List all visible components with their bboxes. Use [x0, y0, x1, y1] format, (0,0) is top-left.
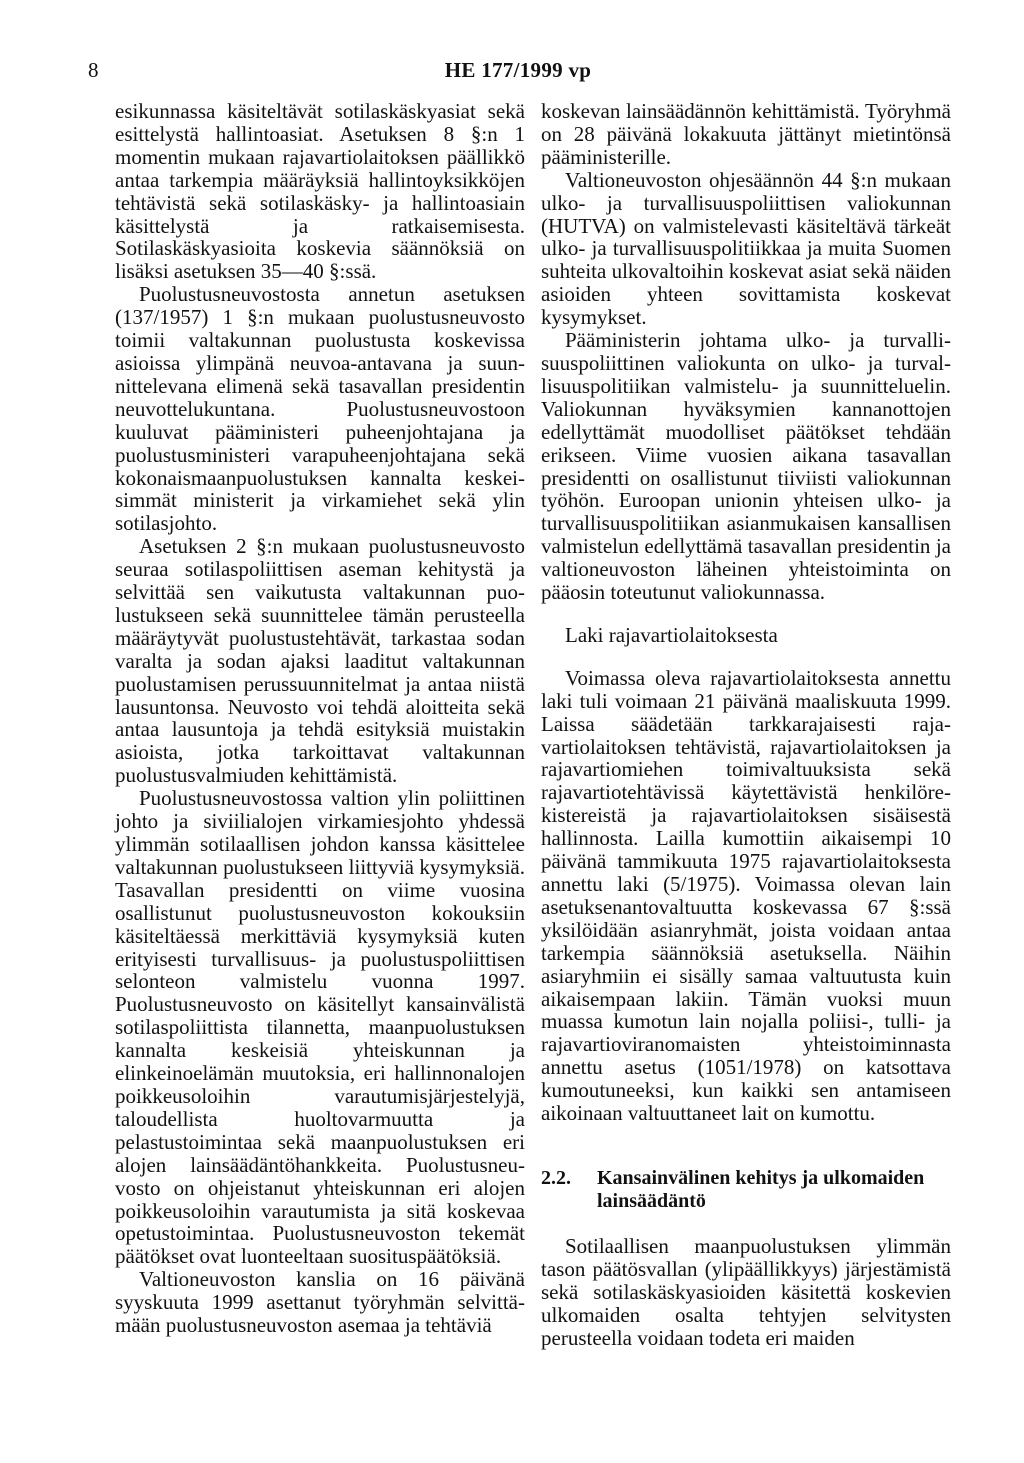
section-title: Kansainvälinen kehitys ja ulkomaiden lainsäädäntö: [597, 1166, 925, 1212]
left-column: [115, 100, 525, 1337]
paragraph: Valtioneuvoston kanslia on 16 päivänä syyskuuta 1999 asettanut työryhmän selvittämään puolustusneuvoston asemaa ja tehtäviä: [115, 1267, 525, 1338]
document-id: HE 177/1999 vp: [444, 58, 592, 82]
paragraph: Puolustusneuvostosta annetun asetuksen (137/1957) 1 §:n mukaan puolustusneuvosto toimii valtakunnan puolustusta koskevissa asioissa ylimpänä neuvoa-antavana ja suunnittelevana elimenä sekä tasavallan presidentin neuvottelukuntana. Puolustusneuvostoon kuuluvat pääministeri puheenjohtajana ja puolustusministeri varapuheenjohtajana sekä kokonaismaanpuolustuksen kannalta keskeisimmät ministerit ja virkamiehet sekä ylin sotilasjohto.: [115, 282, 525, 536]
paragraph: Voimassa oleva rajavartiolaitoksesta annettu laki tuli voimaan 21 päivänä maaliskuuta 1999. Laissa säädetään tarkkarajaisesti rajavartiolaitoksen tehtävistä, rajavartiolaitoksen ja rajavartiomiehen toimivaltuuksista sekä rajavartiotehtävissä käytettävistä henkilörekistereistä ja rajavartiolaitoksen sisäisestä hallinnosta. Lailla kumottiin aikaisempi 10 päivänä tammikuuta 1975 rajavartiolaitoksesta annettu laki (5/1975). Voimassa olevan lain asetuksenantovaltuutta koskevassa 67 §:ssä yksilöidään asianryhmät, joista voidaan antaa tarkempia säännöksiä asetuksella. Näihin asiaryhmiin ei sisälly samaa valtuutusta kuin aikaisempaan lakiin. Tämän vuoksi muun muassa kumotun lain nojalla poliisi-, tulli- ja rajavartioviranomaisten yhteistoiminnasta annettu asetus (1051/1978) on katsottava kumoutuneeksi, kun kaikki sen antamiseen aikoinaan valtuuttaneet lait on kumottu.: [541, 665, 951, 1126]
subheading: Laki rajavartiolaitoksesta: [565, 622, 778, 647]
paragraph: Pääministerin johtama ulko- ja turvallisuuspoliittinen valiokunta on ulko- ja turvallisuuspolitiikan valmistelu- ja suunnitteluelin. Valiokunnan hyväksymien kannanottojen edellyttämät muodolliset päätökset tehdään erikseen. Viime vuosien aikana tasavallan presidentti on osallistunut tiiviisti valiokunnan työhön. Euroopan unionin yhteisen ulko- ja turvallisuuspolitiikan asianmukaisen kansallisen valmistelun edellyttämä tasavallan presidentin ja valtioneuvoston läheinen yhteistoiminta on pääosin toteutunut valiokunnassa.: [541, 328, 951, 605]
page-number: 8: [88, 58, 99, 82]
paragraph: Sotilaallisen maanpuolustuksen ylimmän tason päätösvallan (ylipäällikkyys) järjestämistä sekä sotilaskäskyasioiden käsitettä koskevien ulkomaiden osalta tehtyjen selvitysten perusteella voidaan todeta eri maiden: [541, 1233, 951, 1350]
right-column: [541, 100, 951, 1350]
paragraph: Valtioneuvoston ohjesäännön 44 §:n mukaan ulko- ja turvallisuuspoliittisen valiokunnan (HUTVA) on valmistelevasti käsiteltävä tärkeät ulko- ja turvallisuuspolitiikkaa ja muita Suomen suhteita ulkovaltoihin koskevat asiat sekä näiden asioiden yhteen sovittamista koskevat kysymykset.: [541, 167, 951, 330]
section-number: 2.2.: [541, 1166, 571, 1189]
paragraph: Asetuksen 2 §:n mukaan puolustusneuvosto seuraa sotilaspoliittisen aseman kehitystä ja selvittää sen vaikutusta valtakunnan puolustukseen sekä suunnittelee tämän perusteella määräytyvät puolustustehtävät, tarkastaa sodan varalta ja sodan ajaksi laaditut valtakunnan puolustamisen perussuunnitelmat ja antaa niistä lausuntonsa. Neuvosto voi tehdä aloitteita sekä antaa lausuntoja ja tehdä esityksiä muistakin asioista, jotka tarkoittavat valtakunnan puolustusvalmiuden kehittämistä.: [115, 534, 525, 788]
page-header: [88, 58, 948, 88]
section-heading: [541, 1167, 951, 1213]
paragraph: koskevan lainsäädännön kehittämistä. Työryhmä on 28 päivänä lokakuuta jättänyt mietintönsä pääministerille.: [541, 99, 951, 169]
paragraph: Puolustusneuvostossa valtion ylin poliittinen johto ja siviilialojen virkamiesjohto yhdessä ylimmän sotilaallisen johdon kanssa käsittelee valtakunnan puolustukseen liittyviä kysymyksiä. Tasavallan presidentti on viime vuosina osallistunut puolustusneuvoston kokouksiin käsiteltäessä merkittäviä kysymyksiä kuten erityisesti turvallisuus- ja puolustuspoliittisen selonteon valmistelu vuonna 1997. Puolustusneuvosto on käsitellyt kansainvälistä sotilaspoliittista tilannetta, maanpuolustuksen kannalta keskeisiä yhteiskunnan ja elinkeinoelämän muutoksia, eri hallinnonalojen poikkeusoloihin varautumisjärjestelyjä, taloudellista huoltovarmuutta ja pelastustoimintaa sekä maanpuolustuksen eri alojen lainsäädäntöhankkeita. Puolustusneuvosto on ohjeistanut yhteiskunnan eri alojen poikkeusoloihin varautumista ja sitä koskevaa opetustoimintaa. Puolustusneuvoston tekemät päätökset ovat luonteeltaan suosituspäätöksiä.: [115, 786, 525, 1269]
paragraph: esikunnassa käsiteltävät sotilaskäskyasiat sekä esittelystä hallintoasiat. Asetuksen 8 §:n 1 momentin mukaan rajavartiolaitoksen päällikkö antaa tarkempia määräyksiä hallintoyksikköjen tehtävistä sekä sotilaskäsky- ja hallintoasiain käsittelystä ja ratkaisemisesta. Sotilaskäskyasioita koskevia säännöksiä on lisäksi asetuksen 35—40 §:ssä.: [115, 99, 525, 284]
